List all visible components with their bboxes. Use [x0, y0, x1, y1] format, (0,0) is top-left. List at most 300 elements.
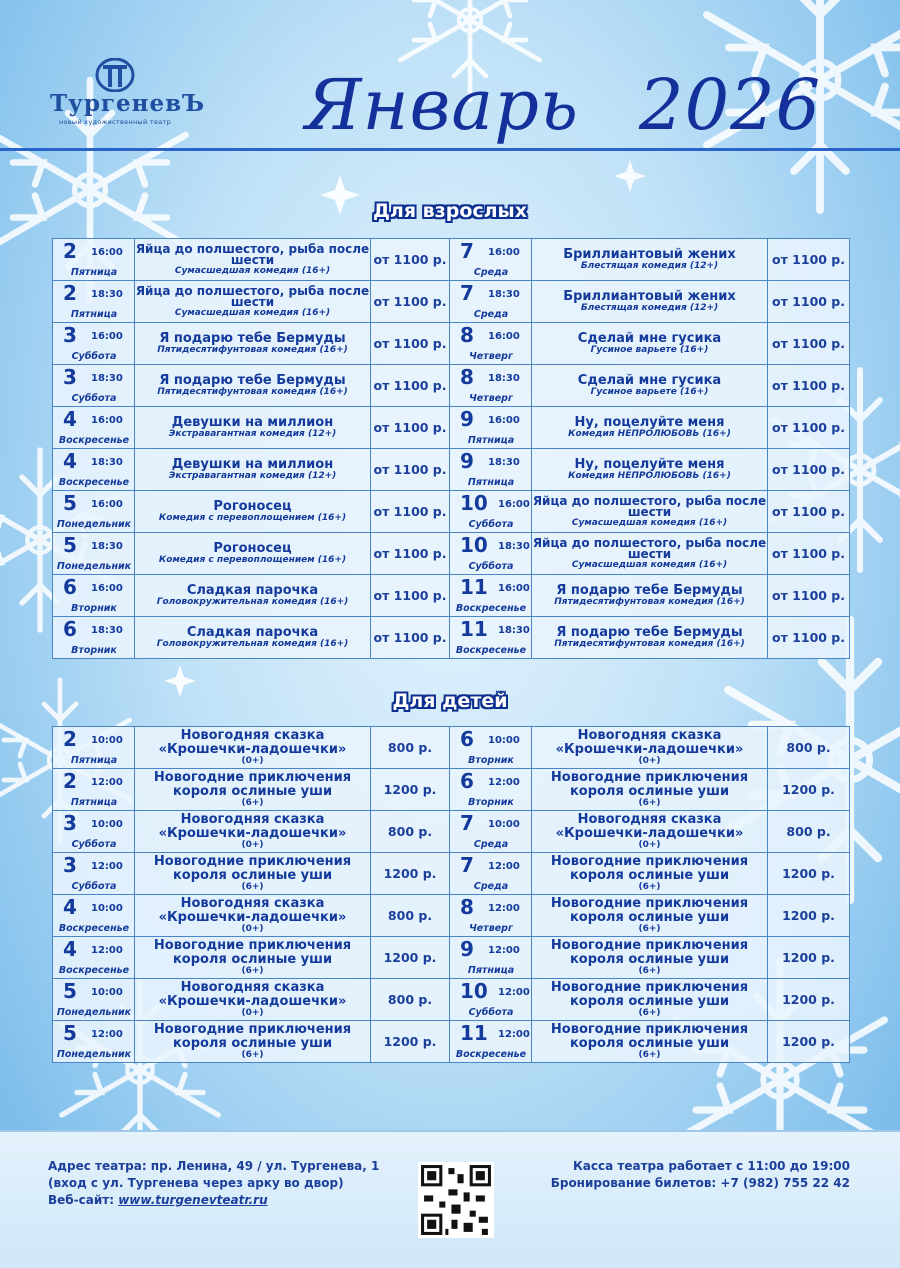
weekday: Воскресенье: [455, 1049, 527, 1060]
show-cell[interactable]: [135, 937, 371, 979]
show-time: 10:00: [488, 819, 520, 830]
show-title: Ну, поцелуйте меня: [574, 415, 725, 430]
show-age: (6+): [241, 1050, 264, 1060]
show-cell[interactable]: [135, 407, 371, 449]
date-cell: [450, 1021, 532, 1063]
table-row: [53, 323, 850, 365]
show-time: 18:30: [498, 541, 530, 552]
show-genre: Комедия НЕПРОЛЮБОВЬ (16+): [568, 471, 731, 481]
show-title: Я подарю тебе Бермуды: [556, 625, 743, 640]
show-cell[interactable]: [532, 575, 768, 617]
show-title-line1: Новогодние приключения: [153, 938, 352, 953]
day-number: 2: [63, 239, 77, 263]
show-time: 18:30: [488, 289, 520, 300]
show-cell[interactable]: [135, 533, 371, 575]
table-row: [53, 617, 850, 659]
website-link[interactable]: www.turgenevteatr.ru: [118, 1193, 268, 1207]
weekday: Пятница: [70, 755, 118, 766]
weekday: Воскресенье: [58, 923, 130, 934]
show-cell[interactable]: [135, 449, 371, 491]
ticket-price: от 1100 р.: [371, 533, 450, 575]
box-office-block: [551, 1158, 850, 1192]
weekday: Вторник: [468, 797, 514, 808]
ticket-price: 1200 р.: [371, 853, 450, 895]
date-cell: [53, 895, 135, 937]
weekday: Пятница: [70, 797, 118, 808]
show-time: 18:30: [91, 457, 123, 468]
show-age: (0+): [241, 756, 264, 766]
day-number: 2: [63, 769, 77, 793]
poster-header: [0, 0, 900, 150]
show-cell[interactable]: [135, 769, 371, 811]
date-cell: [450, 769, 532, 811]
day-number: 8: [460, 895, 474, 919]
show-time: 10:00: [91, 903, 123, 914]
show-cell[interactable]: [135, 575, 371, 617]
table-row: [53, 1021, 850, 1063]
kids-schedule-table: [52, 726, 850, 1063]
day-number: 5: [63, 1021, 77, 1045]
show-title: Сладкая парочка: [186, 625, 319, 640]
show-time: 10:00: [488, 735, 520, 746]
show-genre: Комедия с перевоплощением (16+): [158, 513, 347, 523]
show-title-line1: Новогодние приключения: [550, 938, 749, 953]
date-cell: [450, 979, 532, 1021]
weekday: Среда: [473, 267, 509, 278]
show-cell[interactable]: [135, 617, 371, 659]
ticket-price: от 1100 р.: [768, 533, 850, 575]
day-number: 3: [63, 853, 77, 877]
day-number: 5: [63, 533, 77, 557]
weekday: Воскресенье: [58, 435, 130, 446]
date-cell: [53, 575, 135, 617]
website-line: [48, 1192, 379, 1209]
show-title-line1: Новогодняя сказка: [180, 896, 325, 911]
weekday: Вторник: [71, 603, 117, 614]
table-row: [53, 979, 850, 1021]
date-cell: [53, 617, 135, 659]
show-cell[interactable]: [532, 617, 768, 659]
show-time: 12:00: [498, 987, 530, 998]
show-cell[interactable]: [532, 281, 768, 323]
ticket-price: 800 р.: [371, 895, 450, 937]
weekday: Понедельник: [56, 1007, 132, 1018]
ticket-price: от 1100 р.: [371, 281, 450, 323]
show-title-line1: Новогодние приключения: [550, 896, 749, 911]
date-cell: [450, 895, 532, 937]
show-genre: Экстравагантная комедия (12+): [168, 429, 337, 439]
show-title-line1: Новогодняя сказка: [577, 728, 722, 743]
show-cell[interactable]: [135, 895, 371, 937]
day-number: 8: [460, 323, 474, 347]
table-row: [53, 937, 850, 979]
show-age: (6+): [638, 1050, 661, 1060]
address-block: [48, 1158, 379, 1209]
show-title-line1: Новогодние приключения: [153, 854, 352, 869]
show-title-line2: короля ослиные уши: [172, 784, 333, 799]
ticket-price: 1200 р.: [371, 769, 450, 811]
show-cell[interactable]: [532, 727, 768, 769]
ticket-price: от 1100 р.: [768, 281, 850, 323]
weekday: Воскресенье: [58, 965, 130, 976]
logo-subtitle: новый художественный театр: [58, 118, 172, 126]
table-row: [53, 407, 850, 449]
day-number: 9: [460, 937, 474, 961]
show-genre: Экстравагантная комедия (12+): [168, 471, 337, 481]
qr-code-icon[interactable]: [418, 1162, 494, 1238]
show-cell[interactable]: [532, 407, 768, 449]
ticket-price: 1200 р.: [768, 979, 850, 1021]
weekday: Суббота: [71, 839, 117, 850]
show-title: Сладкая парочка: [186, 583, 319, 598]
show-cell[interactable]: [135, 323, 371, 365]
day-number: 4: [63, 449, 77, 473]
day-number: 11: [460, 575, 488, 599]
show-cell[interactable]: [135, 239, 371, 281]
weekday: Пятница: [467, 965, 515, 976]
show-title-line1: Новогодняя сказка: [180, 980, 325, 995]
table-row: [53, 281, 850, 323]
table-row: [53, 895, 850, 937]
show-title: Бриллиантовый жених: [563, 247, 736, 262]
weekday: Четверг: [469, 351, 513, 362]
ticket-price: 800 р.: [371, 979, 450, 1021]
show-cell[interactable]: [532, 323, 768, 365]
show-genre: Гусиное варьете (16+): [590, 345, 709, 355]
show-cell[interactable]: [135, 491, 371, 533]
ticket-price: от 1100 р.: [768, 449, 850, 491]
ticket-price: от 1100 р.: [371, 617, 450, 659]
show-title-line2: короля ослиные уши: [172, 868, 333, 883]
show-cell[interactable]: [532, 239, 768, 281]
ticket-price: от 1100 р.: [768, 365, 850, 407]
show-title-line2: «Крошечки-ладошечки»: [158, 910, 347, 925]
date-cell: [53, 323, 135, 365]
show-time: 16:00: [91, 331, 123, 342]
ticket-price: от 1100 р.: [371, 491, 450, 533]
date-cell: [450, 239, 532, 281]
show-genre: Пятидесятифунтовая комедия (16+): [157, 345, 348, 355]
show-time: 18:30: [488, 373, 520, 384]
show-title: Рогоносец: [213, 541, 292, 556]
weekday: Пятница: [70, 309, 118, 320]
show-title: Сделай мне гусика: [577, 331, 722, 346]
day-number: 5: [63, 979, 77, 1003]
show-cell[interactable]: [532, 937, 768, 979]
ticket-price: 1200 р.: [371, 1021, 450, 1063]
weekday: Среда: [473, 839, 509, 850]
ticket-price: от 1100 р.: [768, 239, 850, 281]
show-genre: Головокружительная комедия (16+): [156, 597, 349, 607]
ticket-price: 1200 р.: [768, 937, 850, 979]
date-cell: [450, 575, 532, 617]
website-label: Веб-сайт:: [48, 1193, 119, 1207]
day-number: 2: [63, 727, 77, 751]
show-age: (6+): [638, 924, 661, 934]
day-number: 7: [460, 239, 474, 263]
ticket-price: 800 р.: [371, 727, 450, 769]
show-cell[interactable]: [532, 533, 768, 575]
ticket-price: 800 р.: [371, 811, 450, 853]
weekday: Вторник: [468, 755, 514, 766]
date-cell: [450, 407, 532, 449]
show-title-line2: короля ослиные уши: [569, 952, 730, 967]
show-time: 12:00: [488, 861, 520, 872]
show-title-line1: Новогодняя сказка: [577, 812, 722, 827]
day-number: 10: [460, 491, 488, 515]
date-cell: [53, 769, 135, 811]
weekday: Среда: [473, 309, 509, 320]
show-genre: Комедия с перевоплощением (16+): [158, 555, 347, 565]
weekday: Понедельник: [56, 1049, 132, 1060]
date-cell: [450, 811, 532, 853]
show-title: Я подарю тебе Бермуды: [159, 373, 346, 388]
weekday: Четверг: [469, 393, 513, 404]
show-time: 10:00: [91, 819, 123, 830]
show-genre: Пятидесятифунтовая комедия (16+): [554, 639, 745, 649]
date-cell: [53, 937, 135, 979]
show-title-line2: «Крошечки-ладошечки»: [555, 742, 744, 757]
ticket-price: 800 р.: [768, 811, 850, 853]
day-number: 10: [460, 533, 488, 557]
day-number: 7: [460, 281, 474, 305]
weekday: Пятница: [467, 435, 515, 446]
show-cell[interactable]: [135, 979, 371, 1021]
weekday: Понедельник: [56, 519, 132, 530]
date-cell: [450, 449, 532, 491]
show-time: 16:00: [91, 583, 123, 594]
show-cell[interactable]: [532, 449, 768, 491]
table-row: [53, 853, 850, 895]
ticket-price: от 1100 р.: [371, 407, 450, 449]
ticket-price: от 1100 р.: [371, 365, 450, 407]
show-age: (6+): [241, 966, 264, 976]
weekday: Суббота: [71, 351, 117, 362]
show-cell[interactable]: [532, 853, 768, 895]
show-title: Бриллиантовый жених: [563, 289, 736, 304]
show-time: 18:30: [91, 373, 123, 384]
day-number: 11: [460, 1021, 488, 1045]
show-title-line2: короля ослиные уши: [569, 1036, 730, 1051]
show-time: 16:00: [488, 415, 520, 426]
theatre-logo: [50, 58, 206, 148]
ticket-price: 1200 р.: [768, 1021, 850, 1063]
title-month: Январь: [305, 64, 580, 146]
title-year: 2026: [639, 64, 822, 146]
ticket-price: от 1100 р.: [768, 617, 850, 659]
show-title: Я подарю тебе Бермуды: [556, 583, 743, 598]
show-time: 12:00: [488, 945, 520, 956]
table-row: [53, 533, 850, 575]
show-genre: Головокружительная комедия (16+): [156, 639, 349, 649]
show-title-line2: короля ослиные уши: [569, 910, 730, 925]
show-title: Рогоносец: [213, 499, 292, 514]
weekday: Суббота: [468, 561, 514, 572]
date-cell: [53, 449, 135, 491]
address-entrance: (вход с ул. Тургенева через арку во двор): [48, 1176, 344, 1190]
show-time: 16:00: [91, 247, 123, 258]
show-time: 16:00: [488, 247, 520, 258]
weekday: Четверг: [469, 923, 513, 934]
table-row: [53, 811, 850, 853]
table-row: [53, 727, 850, 769]
ticket-price: 1200 р.: [768, 895, 850, 937]
box-office-hours: Касса театра работает с 11:00 до 19:00: [572, 1159, 850, 1173]
adults-schedule-table: [52, 238, 850, 659]
show-genre: Блестящая комедия (12+): [580, 261, 719, 271]
show-time: 18:30: [91, 289, 123, 300]
day-number: 5: [63, 491, 77, 515]
show-title: Яйца до полшестого, рыба после шести: [532, 493, 767, 519]
day-number: 7: [460, 811, 474, 835]
show-time: 12:00: [91, 945, 123, 956]
show-genre: Пятидесятифунтовая комедия (16+): [554, 597, 745, 607]
show-title-line2: «Крошечки-ладошечки»: [158, 826, 347, 841]
show-title: Девушки на миллион: [171, 457, 334, 472]
ticket-price: от 1100 р.: [768, 575, 850, 617]
weekday: Суббота: [71, 881, 117, 892]
show-cell[interactable]: [135, 1021, 371, 1063]
date-cell: [450, 617, 532, 659]
weekday: Воскресенье: [455, 603, 527, 614]
show-genre: Пятидесятифунтовая комедия (16+): [157, 387, 348, 397]
ticket-price: от 1100 р.: [371, 239, 450, 281]
show-title: Яйца до полшестого, рыба после шести: [135, 283, 370, 309]
show-title-line1: Новогодние приключения: [550, 1022, 749, 1037]
logo-name: ТургеневЪ: [50, 90, 206, 117]
show-age: (6+): [638, 882, 661, 892]
show-cell[interactable]: [532, 491, 768, 533]
show-age: (6+): [241, 882, 264, 892]
show-cell[interactable]: [135, 811, 371, 853]
show-genre: Сумасшедшая комедия (16+): [174, 307, 331, 318]
ticket-price: от 1100 р.: [371, 575, 450, 617]
weekday: Воскресенье: [58, 477, 130, 488]
day-number: 3: [63, 365, 77, 389]
show-title: Сделай мне гусика: [577, 373, 722, 388]
day-number: 6: [460, 727, 474, 751]
ticket-price: 1200 р.: [768, 769, 850, 811]
show-time: 18:30: [498, 625, 530, 636]
show-cell[interactable]: [532, 979, 768, 1021]
show-age: (6+): [638, 798, 661, 808]
ticket-price: 1200 р.: [371, 937, 450, 979]
show-cell[interactable]: [532, 1021, 768, 1063]
show-age: (0+): [241, 1008, 264, 1018]
show-time: 18:30: [91, 625, 123, 636]
show-title: Девушки на миллион: [171, 415, 334, 430]
date-cell: [450, 533, 532, 575]
date-cell: [53, 407, 135, 449]
show-title-line1: Новогодние приключения: [153, 770, 352, 785]
theatre-mask-icon: [95, 58, 135, 92]
show-time: 16:00: [91, 499, 123, 510]
show-title-line2: «Крошечки-ладошечки»: [555, 826, 744, 841]
show-age: (0+): [638, 756, 661, 766]
show-cell[interactable]: [532, 895, 768, 937]
show-age: (6+): [638, 966, 661, 976]
show-cell[interactable]: [532, 769, 768, 811]
show-cell[interactable]: [135, 727, 371, 769]
show-genre: Сумасшедшая комедия (16+): [174, 265, 331, 276]
day-number: 9: [460, 449, 474, 473]
show-title-line2: короля ослиные уши: [569, 868, 730, 883]
ticket-price: 800 р.: [768, 727, 850, 769]
show-title-line2: короля ослиные уши: [172, 952, 333, 967]
weekday: Суббота: [468, 1007, 514, 1018]
show-title-line1: Новогодняя сказка: [180, 812, 325, 827]
day-number: 7: [460, 853, 474, 877]
adults-heading: Для взрослых: [373, 200, 527, 222]
booking-phone[interactable]: Бронирование билетов: +7 (982) 755 22 42: [550, 1176, 850, 1190]
date-cell: [53, 979, 135, 1021]
weekday: Воскресенье: [455, 645, 527, 656]
header-divider: [0, 148, 900, 151]
show-cell[interactable]: [532, 811, 768, 853]
show-time: 12:00: [91, 777, 123, 788]
show-time: 12:00: [488, 903, 520, 914]
day-number: 11: [460, 617, 488, 641]
page-title: [305, 64, 821, 146]
show-time: 12:00: [91, 1029, 123, 1040]
show-cell[interactable]: [135, 365, 371, 407]
show-cell[interactable]: [135, 281, 371, 323]
table-row: [53, 365, 850, 407]
day-number: 6: [63, 617, 77, 641]
ticket-price: от 1100 р.: [371, 449, 450, 491]
show-cell[interactable]: [532, 365, 768, 407]
show-time: 16:00: [91, 415, 123, 426]
day-number: 4: [63, 407, 77, 431]
show-genre: Блестящая комедия (12+): [580, 303, 719, 313]
show-title-line1: Новогодние приключения: [550, 980, 749, 995]
show-title-line1: Новогодняя сказка: [180, 728, 325, 743]
show-time: 18:30: [488, 457, 520, 468]
date-cell: [450, 727, 532, 769]
date-cell: [53, 853, 135, 895]
show-age: (6+): [241, 798, 264, 808]
show-age: (0+): [241, 924, 264, 934]
show-time: 12:00: [488, 777, 520, 788]
weekday: Пятница: [70, 267, 118, 278]
date-cell: [450, 491, 532, 533]
day-number: 10: [460, 979, 488, 1003]
show-genre: Комедия НЕПРОЛЮБОВЬ (16+): [568, 429, 731, 439]
show-title: Ну, поцелуйте меня: [574, 457, 725, 472]
show-genre: Сумасшедшая комедия (16+): [571, 517, 728, 528]
show-cell[interactable]: [135, 853, 371, 895]
day-number: 8: [460, 365, 474, 389]
table-row: [53, 575, 850, 617]
date-cell: [53, 281, 135, 323]
day-number: 4: [63, 937, 77, 961]
weekday: Понедельник: [56, 561, 132, 572]
show-age: (0+): [638, 840, 661, 850]
ticket-price: 1200 р.: [768, 853, 850, 895]
show-time: 10:00: [91, 735, 123, 746]
show-genre: Гусиное варьете (16+): [590, 387, 709, 397]
date-cell: [450, 323, 532, 365]
show-title-line2: «Крошечки-ладошечки»: [158, 994, 347, 1009]
day-number: 6: [460, 769, 474, 793]
weekday: Суббота: [71, 393, 117, 404]
weekday: Пятница: [467, 477, 515, 488]
show-time: 18:30: [91, 541, 123, 552]
date-cell: [53, 239, 135, 281]
weekday: Вторник: [71, 645, 117, 656]
table-row: [53, 449, 850, 491]
day-number: 2: [63, 281, 77, 305]
